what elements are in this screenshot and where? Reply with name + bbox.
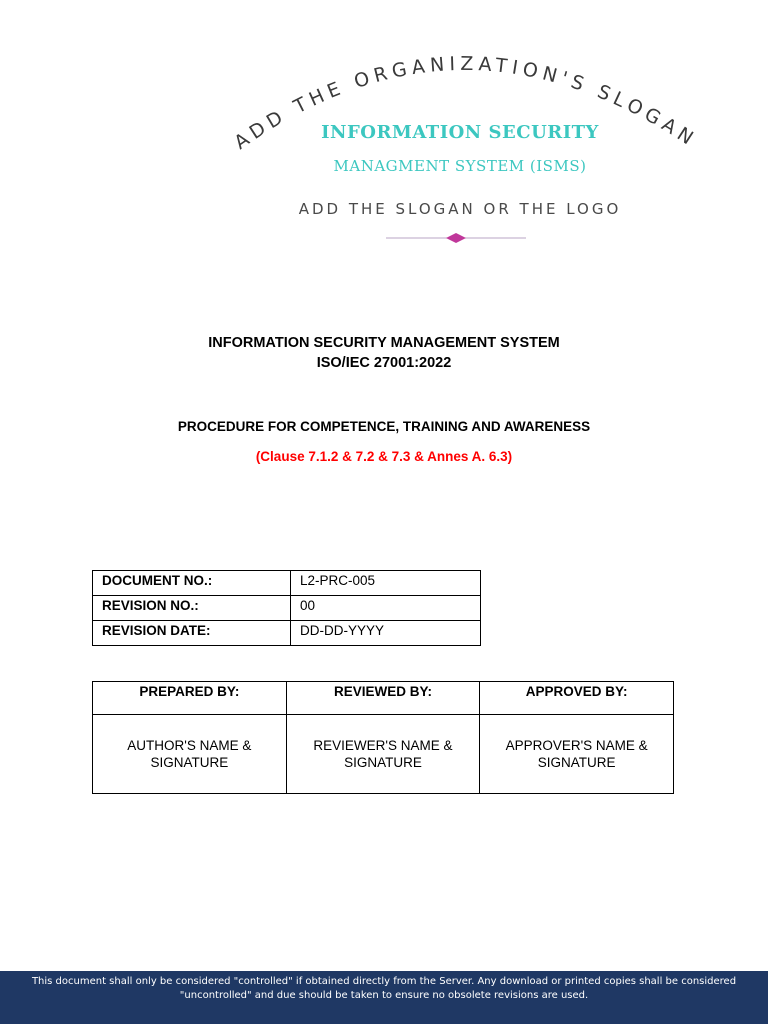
approved-by-header: APPROVED BY:: [480, 682, 674, 715]
table-row: [93, 715, 674, 794]
table-row: [93, 571, 481, 596]
reviewed-by-header: REVIEWED BY:: [286, 682, 480, 715]
reviewer-signature: REVIEWER'S NAME & SIGNATURE: [286, 715, 480, 794]
approval-table: [92, 681, 674, 794]
doc-no-label: DOCUMENT NO.:: [93, 571, 291, 596]
logo-brand-line2: MANAGMENT SYSTEM (ISMS): [333, 157, 587, 175]
title-line1: INFORMATION SECURITY MANAGEMENT SYSTEM: [208, 335, 560, 351]
logo-slogan: ADD THE SLOGAN OR THE LOGO: [298, 200, 622, 218]
doc-no-value: L2-PRC-005: [291, 571, 481, 596]
title-line2: ISO/IEC 27001:2022: [316, 355, 452, 371]
logo-arc-slogan-text: ADD THE ORGANIZATION'S SLOGAN: [230, 52, 702, 154]
revision-no-value: 00: [291, 596, 481, 621]
revision-date-label: REVISION DATE:: [93, 621, 291, 646]
approver-signature: APPROVER'S NAME & SIGNATURE: [480, 715, 674, 794]
table-row: [93, 621, 481, 646]
document-info-table: [92, 570, 481, 646]
table-row: [93, 596, 481, 621]
procedure-title: PROCEDURE FOR COMPETENCE, TRAINING AND AWARENESS: [177, 419, 591, 434]
prepared-by-header: PREPARED BY:: [93, 682, 287, 715]
organization-logo: [0, 0, 768, 260]
revision-no-label: REVISION NO.:: [93, 596, 291, 621]
table-row: [93, 682, 674, 715]
ornament-divider: [386, 231, 526, 245]
author-signature: AUTHOR'S NAME & SIGNATURE: [93, 715, 287, 794]
logo-brand-line1: INFORMATION SECURITY: [321, 122, 599, 143]
revision-date-value: DD-DD-YYYY: [291, 621, 481, 646]
document-title: [0, 333, 768, 373]
clause-reference: (Clause 7.1.2 & 7.2 & 7.3 & Annes A. 6.3): [255, 449, 513, 464]
footer-disclaimer: This document shall only be considered "controlled" if obtained directly from the Server. Any download or printed copies shall be considered "uncontrolled" and due should be taken to ensure no obsolete revisions are used.: [0, 971, 768, 1024]
